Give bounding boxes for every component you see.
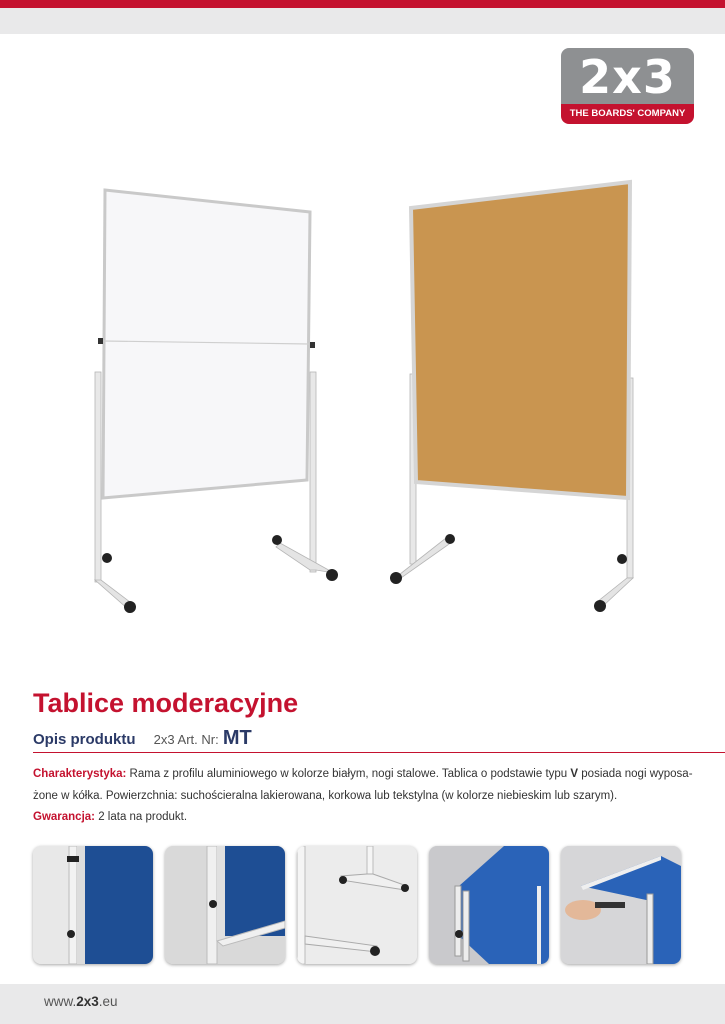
article-prefix: 2x3 Art. Nr: — [153, 732, 219, 747]
warranty-label: Gwarancja: — [33, 811, 95, 823]
thumbnail-hand-clip-detail — [561, 846, 681, 964]
top-accent-bar — [0, 0, 725, 8]
detail-thumbnails — [33, 846, 693, 966]
features-paragraph: Charakterystyka: Rama z profilu aluminiowego w kolorze białym, nogi stalowe. Tablica o podstawie typu V posiada nogi wyposa- — [33, 768, 693, 780]
features-label: Charakterystyka: — [33, 768, 127, 780]
footer-website-link[interactable]: www.2x3.eu — [44, 994, 118, 1009]
thumbnail-edge-detail — [165, 846, 285, 964]
thumbnail-folded-boards — [429, 846, 549, 964]
page-title: Tablice moderacyjne — [33, 688, 299, 718]
top-band — [0, 8, 725, 34]
whiteboard-icon — [95, 190, 338, 613]
warranty-paragraph — [33, 811, 713, 823]
divider — [33, 752, 725, 753]
warranty-value: 2 lata na produkt. — [98, 811, 188, 823]
article-code: MT — [222, 727, 252, 749]
thumbnail-frame-detail — [33, 846, 153, 964]
product-subtitle — [33, 727, 252, 750]
logo-text: 2x3 — [579, 50, 676, 104]
description-label: Opis produktu — [33, 731, 136, 748]
footer — [0, 984, 725, 1024]
brand-logo — [561, 48, 694, 124]
thumbnail-v-base-detail — [297, 846, 417, 964]
corkboard-icon — [390, 182, 633, 612]
features-paragraph-line2: żone w kółka. Powierzchnia: suchościeralna lakierowana, korkowa lub tekstylna (w kolorze niebieskim lub szarym). — [33, 790, 618, 802]
logo-tagline: THE BOARDS' COMPANY — [561, 104, 694, 124]
hero-product-image — [0, 160, 725, 630]
